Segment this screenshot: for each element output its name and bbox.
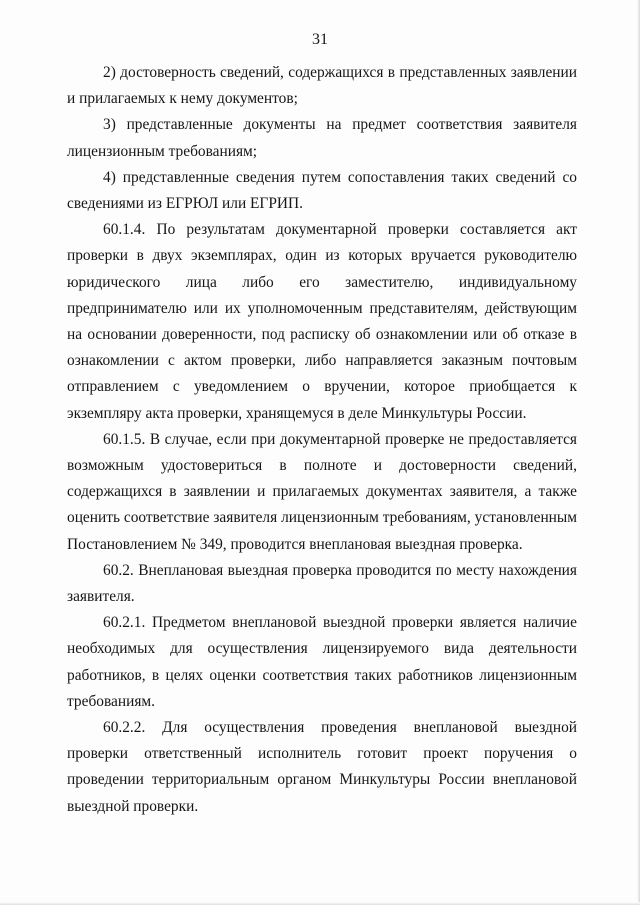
paragraph-60-2-2: 60.2.2. Для осуществления проведения внеплановой выездной проверки ответственный исполнитель готовит проект поручения о проведении территориальным органом Минкультуры России внеплановой выездной проверки. <box>67 719 577 815</box>
paragraph-item-4: 4) представленные сведения путем сопоставления таких сведений со сведениями из ЕГРЮЛ или ЕГРИП. <box>67 168 577 213</box>
document-body <box>67 60 577 820</box>
paragraph-item-2: 2) достоверность сведений, содержащихся в представленных заявлении и прилагаемых к нему документов; <box>67 64 577 108</box>
paragraph-item-3: 3) представленные документы на предмет соответствия заявителя лицензионным требованиям; <box>67 116 577 160</box>
page-number: 31 <box>312 31 328 48</box>
paragraph-60-2-1: 60.2.1. Предметом внеплановой выездной проверки является наличие необходимых для осуществления лицензируемого вида деятельности работников, в целях оценки соответствия таких работников лицензионным требованиям. <box>67 614 577 710</box>
paragraph-60-2: 60.2. Внеплановая выездная проверка проводится по месту нахождения заявителя. <box>67 561 577 606</box>
paragraph-60-1-5: 60.1.5. В случае, если при документарной проверке не предоставляется возможным удостовериться в полноте и достоверности сведений, содержащихся в заявлении и прилагаемых документах заявителя, а также оценить соответствие заявителя лицензионным требованиям, установленным Постановлением № 349, проводится внеплановая выездная проверка. <box>67 430 577 553</box>
paragraph-60-1-4: 60.1.4. По результатам документарной проверки составляется акт проверки в двух экземплярах, один из которых вручается руководителю юридического лица либо его заместителю, индивидуальному предпринимателю или их уполномоченным представителям, действующим на основании доверенности, под расписку об ознакомлении или об отказе в ознакомлении с актом проверки, либо направляется заказным почтовым отправлением с уведомлением о вручении, которое приобщается к экземпляру акта проверки, хранящемуся в деле Минкультуры России. <box>67 221 577 422</box>
